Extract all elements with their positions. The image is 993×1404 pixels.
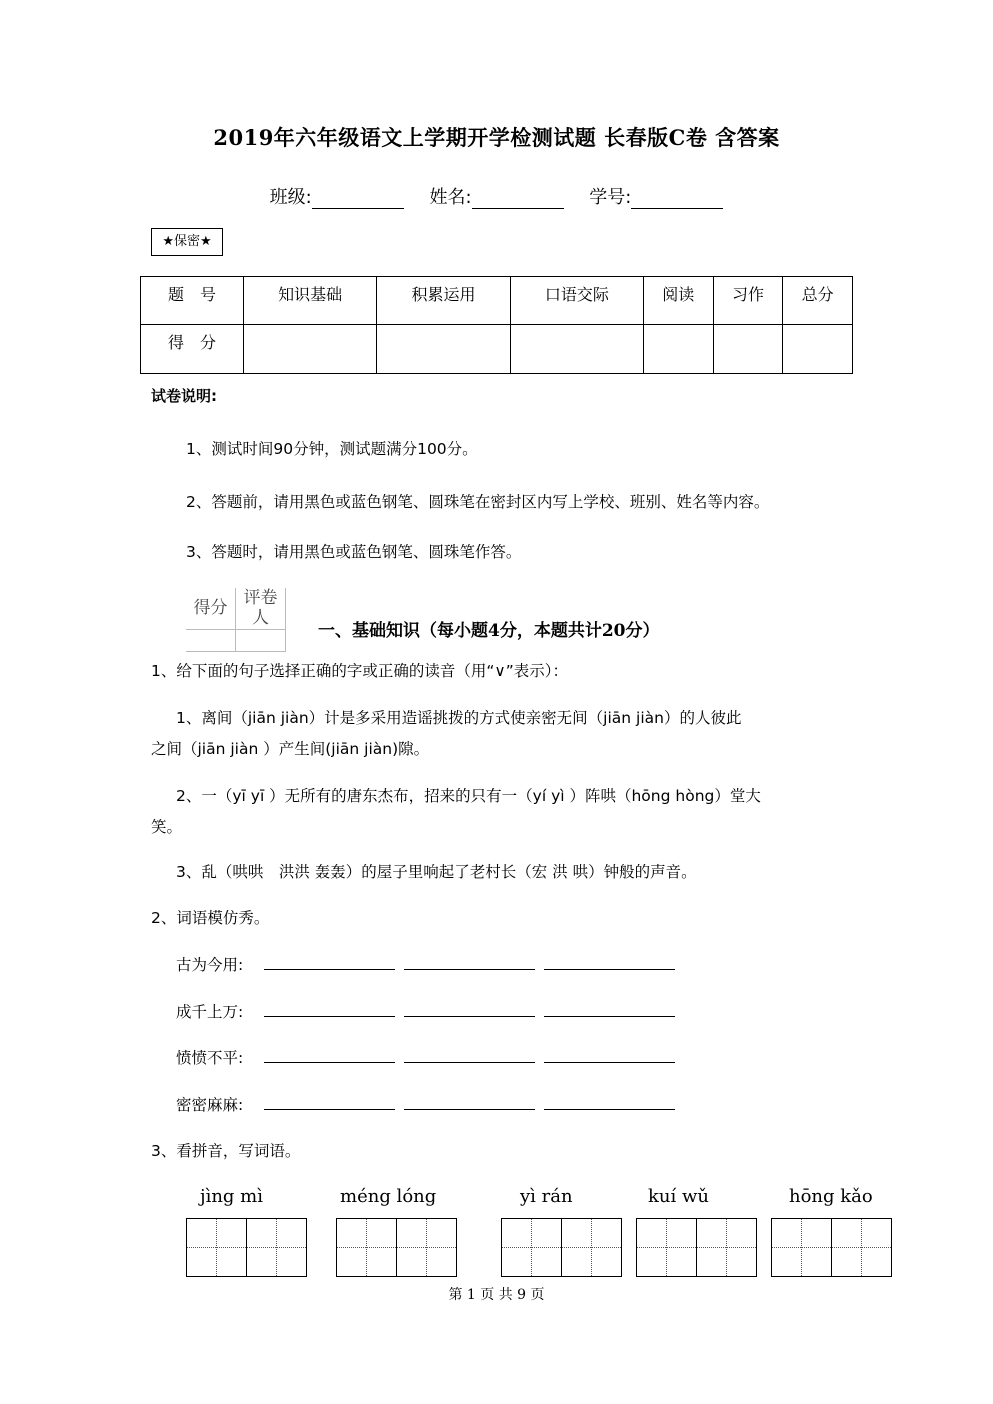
grader-reviewer-cell[interactable]	[236, 630, 286, 652]
answer-blank[interactable]	[404, 1016, 535, 1017]
score-header-cell: 口语交际	[510, 277, 643, 325]
answer-blank[interactable]	[544, 1109, 675, 1110]
score-cell[interactable]	[713, 325, 783, 374]
grader-reviewer-label: 评卷人	[236, 588, 286, 630]
answer-blank[interactable]	[264, 1016, 395, 1017]
answer-blank[interactable]	[544, 1062, 675, 1063]
page-title: 2019年六年级语文上学期开学检测试题 长春版C卷 含答案	[213, 125, 780, 150]
answer-blank[interactable]	[264, 969, 395, 970]
score-cell[interactable]	[783, 325, 853, 374]
student-info	[0, 183, 993, 209]
imitation-label: 愤愤不平:	[176, 1049, 244, 1067]
imitation-label: 密密麻麻:	[176, 1096, 244, 1114]
grader-box	[186, 588, 286, 652]
question-1-sentence-2-cont: 笑。	[151, 818, 183, 836]
page-footer: 第 1 页 共 9 页	[448, 1287, 545, 1303]
grader-score-cell[interactable]	[186, 630, 236, 652]
class-field[interactable]	[312, 190, 404, 209]
question-1-sentence-3: 3、乱（哄哄 洪洪 轰轰）的屋子里响起了老村长（宏 洪 哄）钟般的声音。	[176, 863, 697, 881]
imitation-label: 古为今用:	[176, 956, 244, 974]
answer-blank[interactable]	[544, 1016, 675, 1017]
score-table-score-row	[141, 325, 853, 374]
imitation-label: 成千上万:	[176, 1003, 244, 1021]
question-1-sentence-1-cont: 之间（jiān jiàn ）产生间(jiān jiàn)隙。	[151, 740, 430, 758]
answer-blank[interactable]	[544, 969, 675, 970]
answer-blank[interactable]	[264, 1109, 395, 1110]
grader-score-label: 得分	[186, 588, 236, 630]
question-2-prompt: 2、词语模仿秀。	[151, 909, 270, 927]
question-1-sentence-2: 2、一（yī yī ）无所有的唐东杰布，招来的只有一（yí yì ）阵哄（hōng hòng）堂大	[176, 787, 761, 805]
pinyin-label: jìng mì	[200, 1186, 263, 1207]
answer-blank[interactable]	[404, 1109, 535, 1110]
pinyin-label: méng lóng	[340, 1186, 437, 1207]
section-title: 一、基础知识（每小题4分，本题共计20分）	[318, 621, 660, 641]
writing-grid[interactable]	[336, 1218, 457, 1277]
instruction-item: 1、测试时间90分钟，测试题满分100分。	[186, 440, 478, 458]
writing-grid[interactable]	[636, 1218, 757, 1277]
score-header-cell: 知识基础	[244, 277, 377, 325]
score-header-cell: 积累运用	[377, 277, 510, 325]
pinyin-label: hōng kǎo	[789, 1186, 873, 1207]
pinyin-label: kuí wǔ	[648, 1186, 709, 1207]
question-1-prompt: 1、给下面的句子选择正确的字或正确的读音（用“∨”表示）：	[151, 662, 569, 680]
pinyin-label: yì rán	[520, 1186, 573, 1207]
instruction-item: 2、答题前，请用黑色或蓝色钢笔、圆珠笔在密封区内写上学校、班别、姓名等内容。	[186, 493, 770, 511]
writing-grid[interactable]	[501, 1218, 622, 1277]
score-cell[interactable]	[377, 325, 510, 374]
score-header-cell: 总分	[783, 277, 853, 325]
name-field[interactable]	[472, 190, 564, 209]
question-1-sentence-1: 1、离间（jiān jiàn）计是多采用造谣挑拨的方式使亲密无间（jiān jiàn）的人彼此	[176, 709, 742, 727]
instruction-item: 3、答题时，请用黑色或蓝色钢笔、圆珠笔作答。	[186, 543, 522, 561]
score-cell[interactable]	[244, 325, 377, 374]
score-table	[140, 276, 853, 374]
id-label: 学号:	[589, 187, 632, 208]
name-label: 姓名:	[429, 187, 472, 208]
score-row-label: 得 分	[141, 325, 244, 374]
writing-grid[interactable]	[186, 1218, 307, 1277]
score-table-header-row	[141, 277, 853, 325]
answer-blank[interactable]	[404, 969, 535, 970]
answer-blank[interactable]	[404, 1062, 535, 1063]
score-header-cell: 题 号	[141, 277, 244, 325]
score-cell[interactable]	[510, 325, 643, 374]
score-header-cell: 习作	[713, 277, 783, 325]
id-field[interactable]	[631, 190, 723, 209]
answer-blank[interactable]	[264, 1062, 395, 1063]
confidential-badge: ★保密★	[151, 228, 223, 256]
score-cell[interactable]	[643, 325, 713, 374]
question-3-prompt: 3、看拼音，写词语。	[151, 1142, 301, 1160]
score-header-cell: 阅读	[643, 277, 713, 325]
writing-grid[interactable]	[771, 1218, 892, 1277]
instructions-heading: 试卷说明:	[151, 387, 217, 405]
class-label: 班级:	[269, 187, 312, 208]
